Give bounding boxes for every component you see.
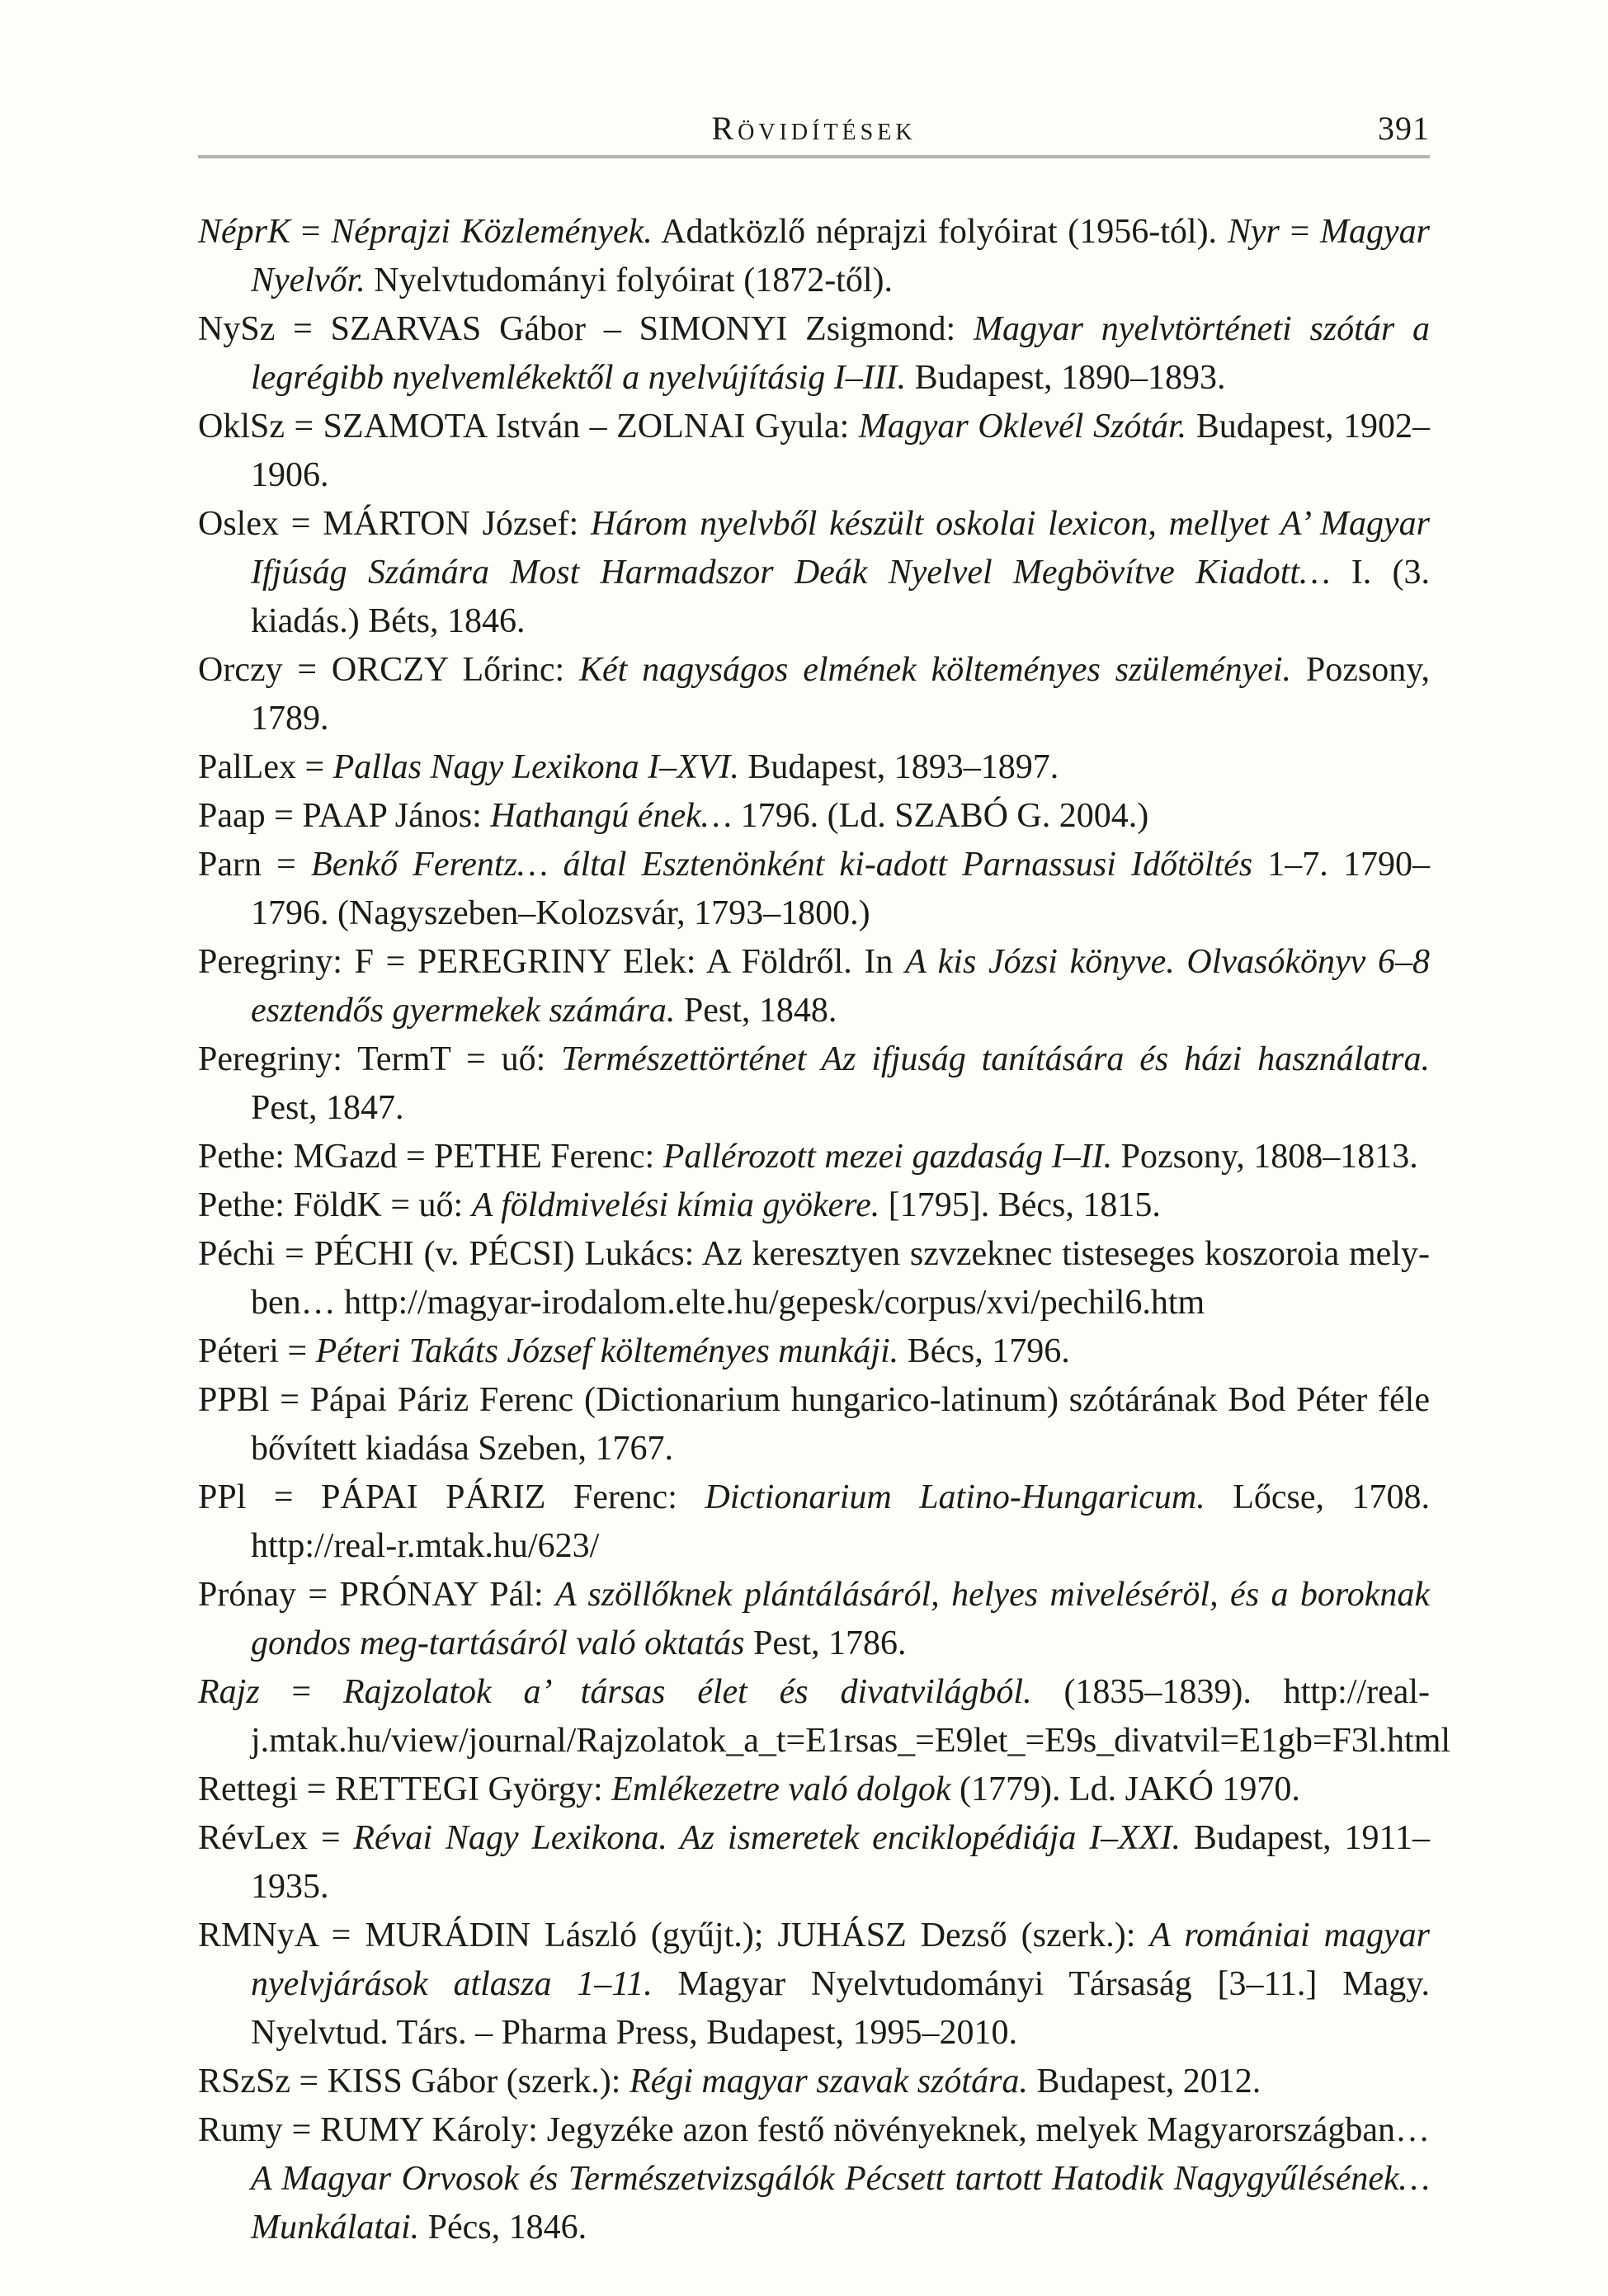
entry-segment: (1779). Ld. JAKÓ 1970. [950, 1770, 1300, 1808]
entry-segment: Rumy = RUMY Károly: Jegyzéke azon festő növényeknek, melyek Magyarországban… [198, 2111, 1430, 2149]
abbreviation-entry [198, 1327, 1430, 1376]
entry-segment-italic: Péteri Takáts József költeményes munkáji. [315, 1332, 899, 1370]
entry-segment: Nyelvtudományi folyóirat (1872-től). [365, 262, 894, 299]
entry-segment: Pest, 1786. [744, 1624, 907, 1662]
entry-segment: RMNyA = MURÁDIN László (gyűjt.); JUHÁSZ Dezső (szerk.): [198, 1916, 1150, 1954]
entry-segment: Budapest, 1902–1906. [251, 408, 1430, 494]
entry-segment-italic: Pallérozott mezei gazdaság I–II. [663, 1138, 1113, 1176]
abbreviation-entry [198, 2058, 1430, 2106]
abbreviation-entry [198, 938, 1430, 1035]
entry-segment-italic: Magyar Oklevél Szótár. [858, 408, 1187, 446]
entry-segment: Pethe: FöldK = uő: [198, 1186, 472, 1224]
abbreviation-entry [198, 305, 1430, 403]
entry-segment-italic: Három nyelvből készült oskolai lexicon, mellyet A’ Magyar Ifjúság Számára Most Harmadszor Deák Nyelvel Megbövítve Kiadott… [251, 505, 1430, 592]
abbreviation-entry [198, 1912, 1430, 2058]
entry-segment-italic: Magyar Nyelvőr. [251, 213, 1431, 299]
entry-segment: OklSz = SZAMOTA István – ZOLNAI Gyula: [198, 408, 859, 446]
entry-segment-italic: Két nagyságos elmének költeményes szüleményei. [578, 651, 1292, 689]
entry-segment-italic: Rajzolatok a’ társas élet és divatvilágból. [343, 1673, 1032, 1711]
abbreviation-entry [198, 1473, 1430, 1571]
entry-segment: Pethe: MGazd = PETHE Ferenc: [198, 1138, 663, 1176]
entry-segment: Péteri = [198, 1332, 316, 1370]
entry-segment: Budapest, 1890–1893. [906, 359, 1226, 397]
running-head [198, 109, 1430, 152]
abbreviation-entry [198, 403, 1430, 500]
abbreviation-entry [198, 208, 1430, 305]
entry-segment: (1835–1839). http://real-j.mtak.hu/view/journal/Rajzolatok_a_t=E1rsas_=E9let_=E9s_divatvil=E1gb=F3l.html [251, 1673, 1451, 1760]
abbreviation-entry [198, 743, 1430, 792]
abbreviation-entry [198, 841, 1430, 938]
entry-segment: 1–7. 1790–1796. (Nagyszeben–Kolozsvár, 1793–1800.) [251, 846, 1430, 932]
entry-segment: 1796. (Ld. SZABÓ G. 2004.) [732, 797, 1149, 835]
abbreviation-entry [198, 1814, 1430, 1912]
entry-segment: = [1279, 213, 1321, 251]
entry-segment-italic: Pallas Nagy Lexikona I–XVI. [332, 748, 739, 786]
entry-segment-italic: Dictionarium Latino-Hungaricum. [705, 1478, 1205, 1516]
entry-segment: Pozsony, 1789. [251, 651, 1430, 738]
entry-segment-italic: A kis Józsi könyve. Olvasókönyv 6–8 esztendős gyermekek számára. [251, 943, 1430, 1030]
page-number: 391 [1378, 110, 1430, 147]
entry-segment: Orczy = ORCZY Lőrinc: [198, 651, 579, 689]
entry-segment-italic: Régi magyar szavak szótára. [629, 2063, 1028, 2100]
entry-segment-italic: Révai Nagy Lexikona. Az ismeretek enciklopédiája I–XXI. [353, 1819, 1181, 1857]
entry-segment: Bécs, 1796. [898, 1332, 1070, 1370]
entry-segment: Pozsony, 1808–1813. [1112, 1138, 1418, 1176]
entry-segment-italic: Rajz [198, 1673, 260, 1711]
entry-segment: Oslex = MÁRTON József: [198, 505, 591, 543]
entry-segment-italic: Nyr [1227, 213, 1280, 251]
entry-segment: Magyar Nyelvtudományi Társaság [3–11.] Magy. Nyelvtud. Társ. – Pharma Press, Budapest, 1995–2010. [251, 1965, 1430, 2052]
entry-segment-italic: A romániai magyar nyelvjárások atlasza 1–11. [251, 1916, 1430, 2003]
entry-segment-italic: Hathangú ének… [490, 797, 733, 835]
entry-segment: Paap = PAAP János: [198, 797, 491, 835]
abbreviation-entry [198, 500, 1430, 646]
page-title: Rövidítések [711, 110, 917, 147]
entry-segment: RévLex = [198, 1819, 354, 1857]
abbreviation-entry [198, 792, 1430, 841]
entry-segment-italic: A szöllőknek plántálásáról, helyes miveléséröl, és a boroknak gondos meg-tartásáról való oktatás [251, 1576, 1430, 1662]
entry-segment: PPBl = Pápai Páriz Ferenc (Dictionarium hungarico-latinum) szótárának Bod Péter féle bővített kiadása Szeben, 1767. [198, 1381, 1430, 1468]
entry-segment: Pécs, 1846. [419, 2209, 587, 2246]
entry-segment: Budapest, 1893–1897. [738, 748, 1059, 786]
entry-segment-italic: Néprajzi Közlemények. [331, 213, 653, 251]
entry-segment: Parn = [198, 846, 312, 884]
abbreviation-entry [198, 1376, 1430, 1473]
abbreviation-entry [198, 1230, 1430, 1327]
entry-segment: Péchi = PÉCHI (v. PÉCSI) Lukács: Az keresztyen szvzeknec tisteseges koszoroia melyben… http://magyar-irodalom.elte.hu/gepesk/corpus/xvi/pechil6.htm [198, 1235, 1430, 1322]
entry-segment: Adatközlő néprajzi folyóirat (1956-tól). [652, 213, 1228, 251]
abbreviation-entry [198, 1035, 1430, 1133]
entry-segment: Peregriny: F = PEREGRINY Elek: A Földről. In [198, 943, 906, 981]
entry-segment: PalLex = [198, 748, 333, 786]
entry-segment-italic: A Magyar Orvosok és Természetvizsgálók Pécsett tartott Hatodik Nagygyűlésének… Munkálatai. [251, 2160, 1430, 2246]
entry-segment-italic: A földmivelési kímia gyökere. [471, 1186, 880, 1224]
entry-segment: Budapest, 2012. [1027, 2063, 1261, 2100]
abbreviation-entry [198, 1766, 1430, 1814]
entry-segment: RSzSz = KISS Gábor (szerk.): [198, 2063, 630, 2100]
entry-segment-italic: Magyar nyelvtörténeti szótár a legrégibb nyelvemlékektől a nyelvújításig I–III. [251, 310, 1430, 397]
entry-segment: Budapest, 1911–1935. [251, 1819, 1430, 1906]
abbreviation-entry [198, 1571, 1430, 1668]
entry-segment-italic: NéprK [198, 213, 291, 251]
abbreviation-entry [198, 2106, 1430, 2252]
entry-segment: NySz = SZARVAS Gábor – SIMONYI Zsigmond: [198, 310, 974, 348]
entry-segment: = [259, 1673, 344, 1711]
entry-segment: Lőcse, 1708. http://real-r.mtak.hu/623/ [251, 1478, 1430, 1565]
entry-segment: [1795]. Bécs, 1815. [879, 1186, 1161, 1224]
entry-segment: I. (3. kiadás.) Béts, 1846. [251, 554, 1430, 640]
abbreviation-entry [198, 1668, 1451, 1766]
abbreviation-entry [198, 1181, 1430, 1230]
entry-segment: Pest, 1848. [675, 992, 837, 1030]
entry-segment-italic: Emlékezetre való dolgok [611, 1770, 951, 1808]
entry-segment-italic: Természettörténet Az ifjuság tanítására és házi használatra. [561, 1040, 1430, 1078]
header-rule [198, 155, 1430, 158]
abbreviation-entry [198, 646, 1430, 743]
entry-segment-italic: Benkő Ferentz… által Esztenönként ki-adott Parnassusi Időtöltés [311, 846, 1253, 884]
abbreviation-list [198, 208, 1451, 2252]
entry-segment: Prónay = PRÓNAY Pál: [198, 1576, 556, 1614]
entry-segment: Rettegi = RETTEGI György: [198, 1770, 612, 1808]
entry-segment: = [290, 213, 332, 251]
abbreviation-entry [198, 1133, 1430, 1181]
entry-segment: Pest, 1847. [251, 1089, 404, 1127]
entry-segment: PPl = PÁPAI PÁRIZ Ferenc: [198, 1478, 705, 1516]
entry-segment: Peregriny: TermT = uő: [198, 1040, 562, 1078]
